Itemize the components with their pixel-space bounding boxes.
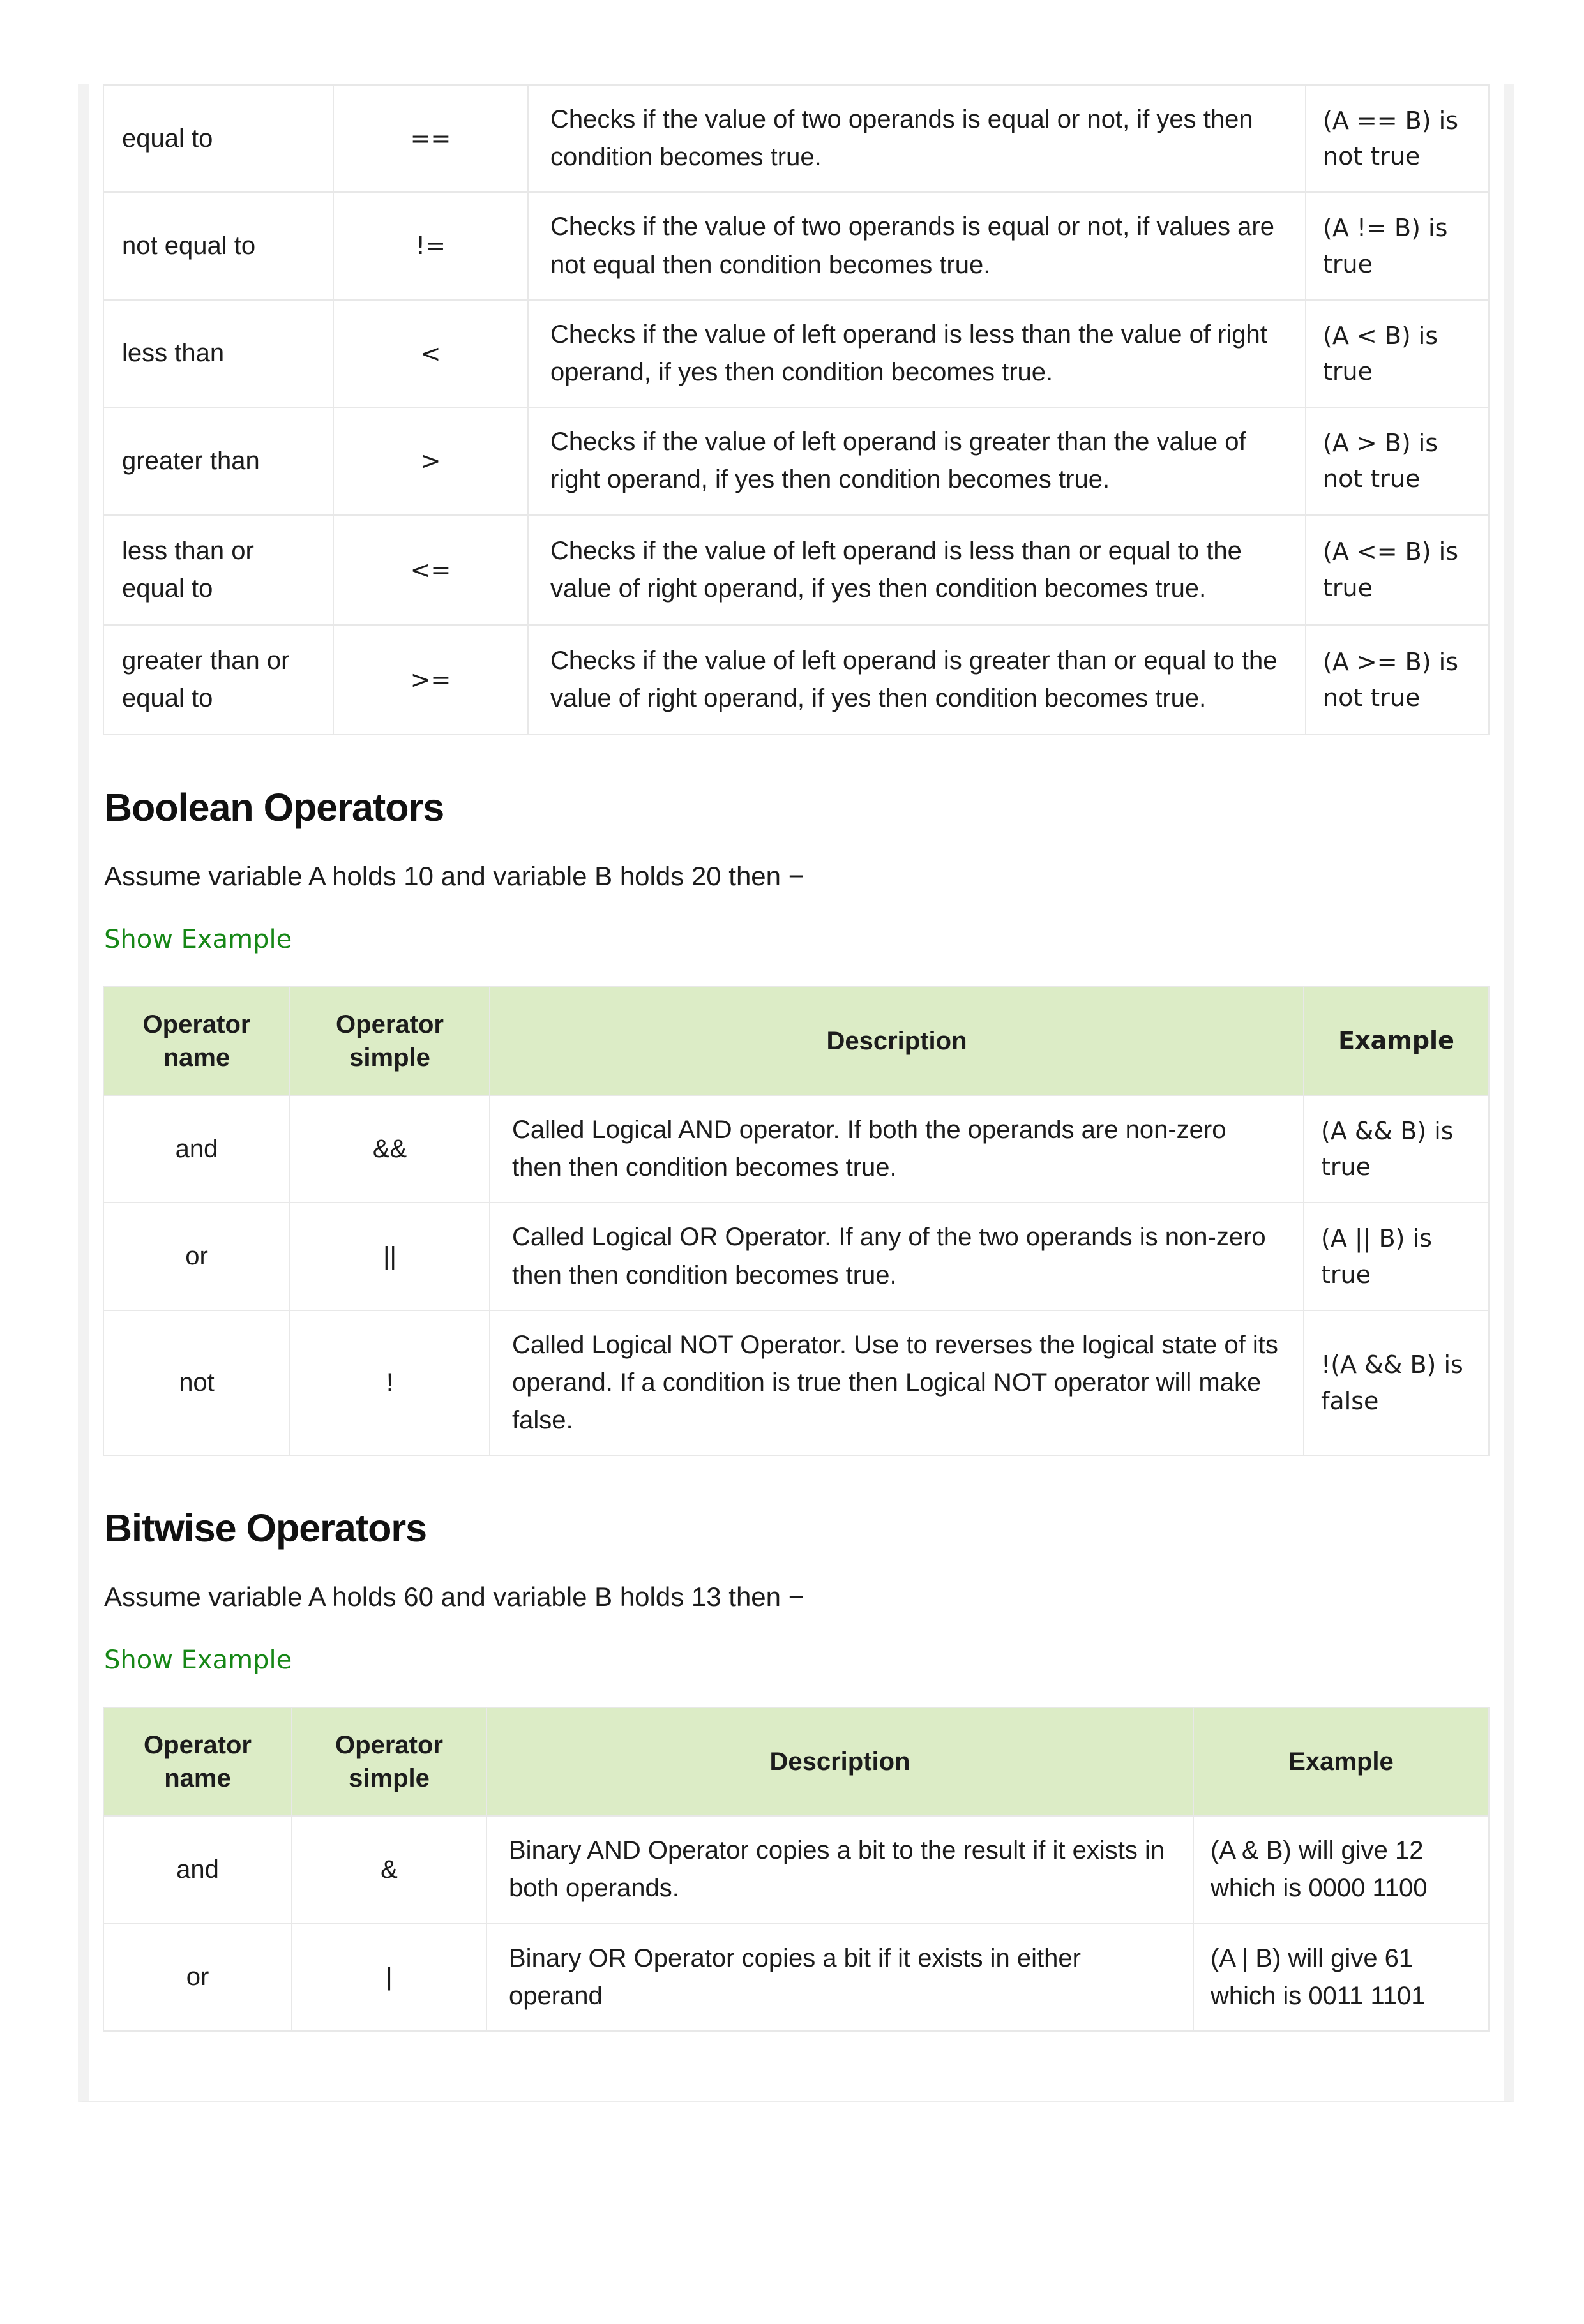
example-cell: (A == B) is not true [1306,85,1489,192]
operator-symbol-cell: | [292,1924,487,2031]
operator-name-cell: equal to [103,85,333,192]
operator-name-cell: and [103,1095,290,1203]
description-cell: Called Logical OR Operator. If any of the two operands is non-zero then then condition becomes true. [490,1203,1304,1310]
column-header-example: Example [1193,1707,1489,1816]
table-row [103,85,1489,192]
example-cell: (A | B) will give 61 which is 0011 1101 [1193,1924,1489,2031]
content-card [78,84,1514,2102]
column-header-operator-simple: Operator simple [292,1707,487,1816]
description-cell: Checks if the value of left operand is greater than or equal to the value of right operand, if yes then condition becomes true. [528,625,1306,735]
operator-name-cell: not equal to [103,192,333,299]
show-example-link[interactable]: Show Example [104,1646,292,1676]
description-cell: Binary AND Operator copies a bit to the result if it exists in both operands. [487,1816,1193,1923]
operator-name-cell: less than [103,300,333,407]
table-row [103,1816,1489,1923]
example-cell: (A >= B) is not true [1306,625,1489,735]
operator-symbol-cell: != [333,192,528,299]
example-cell: (A & B) will give 12 which is 0000 1100 [1193,1816,1489,1923]
example-cell: !(A && B) is false [1304,1310,1489,1456]
example-cell: (A > B) is not true [1306,407,1489,514]
description-cell: Checks if the value of two operands is equal or not, if values are not equal then condition becomes true. [528,192,1306,299]
table-row [103,1203,1489,1310]
column-header-example: Example [1304,987,1489,1095]
table-row [103,1095,1489,1203]
bitwise-section-intro: Assume variable A holds 60 and variable B holds 13 then − [104,1582,804,1612]
column-header-operator-name: Operator name [103,987,290,1095]
table-row [103,300,1489,407]
operator-symbol-cell: & [292,1816,487,1923]
table-row [103,515,1489,625]
operator-symbol-cell: && [290,1095,490,1203]
operator-symbol-cell: < [333,300,528,407]
description-cell: Checks if the value of left operand is less than the value of right operand, if yes then condition becomes true. [528,300,1306,407]
operator-name-cell: greater than [103,407,333,514]
description-cell: Checks if the value of left operand is greater than the value of right operand, if yes then condition becomes true. [528,407,1306,514]
column-header-description: Description [490,987,1304,1095]
description-cell: Called Logical NOT Operator. Use to reverses the logical state of its operand. If a condition is true then Logical NOT operator will make false. [490,1310,1304,1456]
operator-symbol-cell: ! [290,1310,490,1456]
example-cell: (A <= B) is true [1306,515,1489,625]
spacer [89,1675,1504,1707]
table-header-row [103,987,1489,1095]
table-row [103,1310,1489,1456]
operator-name-cell: or [103,1203,290,1310]
bitwise-section-title: Bitwise Operators [104,1506,427,1550]
operator-name-cell: not [103,1310,290,1456]
operator-name-cell: less than or equal to [103,515,333,625]
example-cell: (A || B) is true [1304,1203,1489,1310]
operator-symbol-cell: >= [333,625,528,735]
column-header-operator-simple: Operator simple [290,987,490,1095]
column-header-operator-name: Operator name [103,1707,292,1816]
table-row [103,1924,1489,2031]
table-row [103,407,1489,514]
boolean-section-title: Boolean Operators [104,786,444,830]
boolean-operators-table [103,986,1490,1456]
operator-symbol-cell: == [333,85,528,192]
description-cell: Called Logical AND operator. If both the operands are non-zero then then condition becomes true. [490,1095,1304,1203]
operator-symbol-cell: <= [333,515,528,625]
description-cell: Checks if the value of two operands is equal or not, if yes then condition becomes true. [528,85,1306,192]
example-cell: (A != B) is true [1306,192,1489,299]
operator-symbol-cell: || [290,1203,490,1310]
operator-name-cell: and [103,1816,292,1923]
description-cell: Binary OR Operator copies a bit if it exists in either operand [487,1924,1193,2031]
operator-name-cell: greater than or equal to [103,625,333,735]
column-header-description: Description [487,1707,1193,1816]
table-row [103,625,1489,735]
spacer [89,954,1504,986]
table-header-row [103,1707,1489,1816]
operator-name-cell: or [103,1924,292,2031]
comparison-operators-table [103,84,1490,735]
example-cell: (A < B) is true [1306,300,1489,407]
bitwise-operators-table [103,1707,1490,2032]
example-cell: (A && B) is true [1304,1095,1489,1203]
show-example-link[interactable]: Show Example [104,925,292,955]
table-row [103,192,1489,299]
boolean-section-intro: Assume variable A holds 10 and variable B holds 20 then − [104,861,804,892]
operator-symbol-cell: > [333,407,528,514]
description-cell: Checks if the value of left operand is less than or equal to the value of right operand, if yes then condition becomes true. [528,515,1306,625]
